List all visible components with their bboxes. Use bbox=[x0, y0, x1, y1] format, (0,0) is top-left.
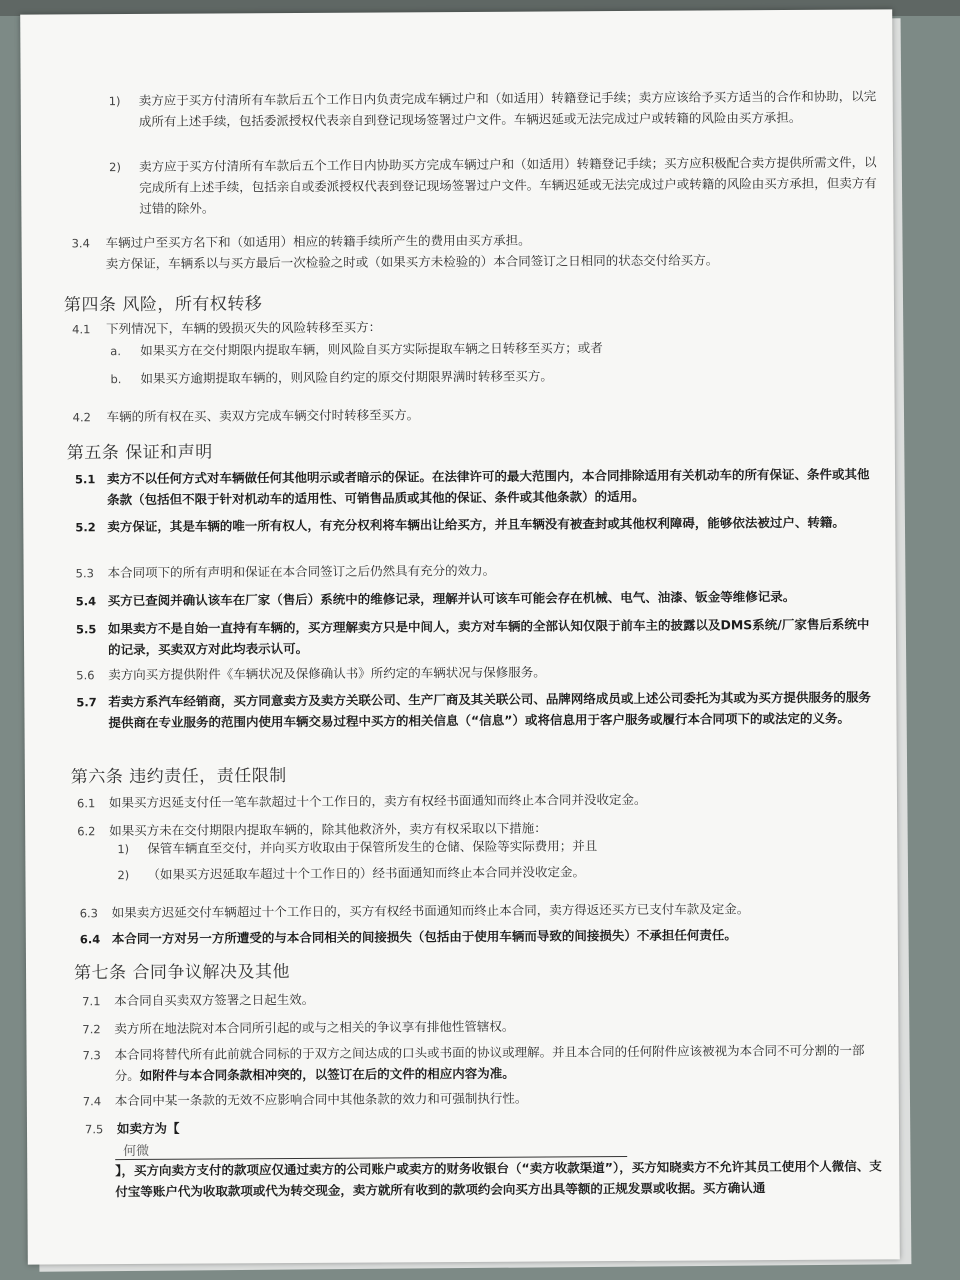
clause-number: 5.3 bbox=[75, 566, 94, 581]
section-heading: 第五条 保证和声明 bbox=[66, 442, 213, 464]
clause-number: 4.1 bbox=[72, 322, 91, 337]
clause-text: 卖方不以任何方式对车辆做任何其他明示或者暗示的保证。在法律许可的最大范围内，本合同排除适用有关机动车的所有保证、条件或其他条款（包括但不限于针对机动车的适用性、可销售品质或其他的保证、条件或其他条款）的适用。 bbox=[106, 466, 870, 508]
clause-text: （如果买方迟延取车超过十个工作日的）经书面通知而终止本合同并没收定金。 bbox=[147, 864, 585, 882]
clause-number: 5.6 bbox=[76, 668, 95, 683]
clause-text: 如果卖方迟延交付车辆超过十个工作日的，买方有权经书面通知而终止本合同，卖方得返还买方已支付车款及定金。 bbox=[111, 901, 750, 921]
clause-text: 如果买方逾期提取车辆的，则风险自约定的原交付期限界满时转移至买方。 bbox=[140, 368, 553, 386]
handwritten-name: 何微 bbox=[123, 1143, 150, 1160]
clause-text: 卖方保证，其是车辆的唯一所有权人，有充分权利将车辆出让给买方，并且车辆没有被查封或其他权利障碍，能够依法被过户、转籍。 bbox=[107, 514, 845, 535]
clause-text: 车辆过户至买方名下和（如适用）相应的转籍手续所产生的费用由买方承担。 bbox=[105, 232, 531, 251]
clause-text: 买方已查阅并确认该车在厂家（售后）系统中的维修记录，理解并认可该车可能会存在机械、电气、油漆、钣金等维修记录。 bbox=[107, 588, 796, 609]
clause-number: 7.1 bbox=[82, 994, 101, 1009]
clause-text: 卖方向买方提供附件《车辆状况及保修确认书》所约定的车辆状况与保修服务。 bbox=[108, 664, 546, 683]
clause-text: 如果买方迟延支付任一笔车款超过十个工作日的，卖方有权经书面通知而终止本合同并没收定金。 bbox=[108, 791, 647, 811]
clause-text: 本合同项下的所有声明和保证在本合同签订之后仍然具有充分的效力。 bbox=[107, 562, 496, 581]
clause-number: 4.2 bbox=[72, 410, 91, 425]
section-heading: 第六条 违约责任，责任限制 bbox=[70, 766, 287, 788]
item-number: 1) bbox=[108, 94, 121, 109]
clause-text: 如果买方未在交付期限内提取车辆的，除其他救济外，卖方有权采取以下措施： bbox=[109, 820, 547, 839]
clause-text: 如果买方在交付期限内提取车辆，则风险自买方实际提取车辆之日转移至买方；或者 bbox=[140, 340, 603, 358]
clause-number: 5.4 bbox=[75, 594, 97, 609]
clause-text: 本合同自买卖双方签署之日起生效。 bbox=[114, 991, 315, 1009]
clause-number: 6.2 bbox=[77, 824, 96, 839]
clause-text: 若卖方系汽车经销商，买方同意卖方及卖方关联公司、生产厂商及其关联公司、品牌网络成员或上述公司委托为其或为买方提供服务的服务提供商在专业服务的范围内使用车辆交易过程中买方的相关信息（“信息”）或将信息用于客户服务或履行本合同项下的或法定的义务。 bbox=[108, 689, 871, 731]
clause-text-bold: 如附件与本合同条款相冲突的，以签订在后的文件的相应内容为准。 bbox=[139, 1065, 515, 1083]
clause-number: 5.7 bbox=[76, 695, 97, 710]
clause-number: 7.3 bbox=[82, 1048, 101, 1063]
section-heading: 第四条 风险，所有权转移 bbox=[63, 294, 263, 316]
clause-text: 】，买方向卖方支付的款项应仅通过卖方的公司账户或卖方的财务收银台（“卖方收款渠道”），买方知晓卖方不允许其员工使用个人微信、支付宝等账户代为收取款项或代为转交现金，卖方就所有收到的款项约会向买方出具等额的正规发票或收据。买方确认通 bbox=[115, 1158, 882, 1200]
clause-text: 如果卖方不是自始一直持有车辆的，买方理解卖方只是中间人，卖方对车辆的全部认知仅限于前车主的披露以及DMS系统/厂家售后系统中的记录，买卖双方对此均表示认可。 bbox=[107, 616, 870, 658]
item-number: 2) bbox=[117, 868, 130, 883]
clause-number: 7.4 bbox=[82, 1094, 102, 1109]
item-number: a. bbox=[110, 344, 121, 359]
clause-text-plain: 本合同将替代所有此前就合同标的于双方之间达成的口头或书面的协议或理解。并且本合同的任何附件应该被视为本合同不可分割的一部分。 bbox=[114, 1042, 865, 1084]
clause-text: 下列情况下，车辆的毁损灭失的风险转移至买方： bbox=[106, 319, 382, 337]
clause-number: 6.1 bbox=[76, 796, 96, 811]
item-number: 2) bbox=[109, 160, 121, 175]
clause-text: 本合同一方对另一方所遭受的与本合同相关的间接损失（包括由于使用车辆而导致的间接损失）不承担任何责任。 bbox=[111, 927, 737, 947]
clause-text: 保管车辆直至交付，并向买方收取由于保管所发生的仓储、保险等实际费用；并且 bbox=[147, 838, 598, 856]
clause-text: 卖方所在地法院对本合同所引起的或与之相关的争议享有排他性管辖权。 bbox=[114, 1018, 515, 1037]
clause-number: 5.5 bbox=[75, 622, 97, 637]
clause-text: 卖方应于买方付清所有车款后五个工作日内负责完成车辆过户和（如适用）转籍登记手续；卖方应该给予买方适当的合作和协助，以完成所有上述手续，包括委派授权代表亲自到登记现场签署过户文件。车辆迟延或无法完成过户或转籍的风险由买方承担。 bbox=[138, 88, 877, 129]
clause-text: 车辆的所有权在买、卖双方完成车辆交付时转移至买方。 bbox=[106, 407, 420, 425]
item-number: b. bbox=[110, 372, 122, 387]
clause-text bbox=[114, 1039, 882, 1086]
clause-text: 卖方保证，车辆系以与买方最后一次检验之时或（如果买方未检验的）本合同签订之日相同的状态交付给买方。 bbox=[105, 252, 719, 272]
item-number: 1) bbox=[117, 842, 130, 857]
document-page bbox=[20, 9, 900, 1264]
clause-number: 3.4 bbox=[71, 236, 90, 251]
clause-text: 本合同中某一条款的无效不应影响合同中其他条款的效力和可强制执行性。 bbox=[114, 1090, 528, 1109]
clause-number: 5.1 bbox=[74, 472, 96, 487]
clause-number: 6.4 bbox=[79, 932, 101, 947]
clause-number: 7.5 bbox=[84, 1122, 104, 1137]
clause-text: 如卖方为【 bbox=[116, 1120, 180, 1137]
clause-number: 5.2 bbox=[75, 520, 96, 535]
clause-text: 卖方应于买方付清所有车款后五个工作日内协助买方完成车辆过户和（如适用）转籍登记手续；买方应积极配合卖方提供所需文件，以完成所有上述手续，包括亲自或委派授权代表到登记现场签署过户文件。车辆迟延或无法完成过户或转籍的风险由买方承担，但卖方有过错的除外。 bbox=[139, 154, 877, 216]
clause-number: 6.3 bbox=[79, 906, 99, 921]
clause-number: 7.2 bbox=[82, 1022, 101, 1037]
section-heading: 第七条 合同争议解决及其他 bbox=[73, 962, 291, 984]
